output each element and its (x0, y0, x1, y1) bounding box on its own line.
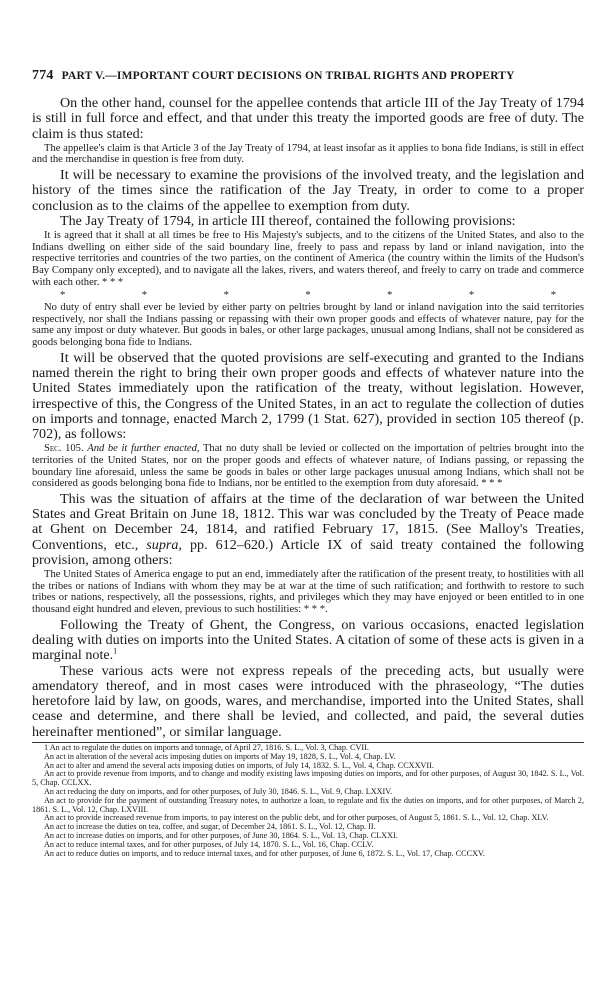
quote-appellee-claim: The appellee's claim is that Article 3 of the Jay Treaty of 1794, at least insofar as it applies to bona fide Indians, is still in effect and the merchandise in question is free from duty. (32, 142, 584, 166)
footnote: An act to provide increased revenue from imports, to pay interest on the public debt, and for other purposes, of August 5, 1861. S. L., Vol. 12, Chap. XLV. (44, 813, 549, 823)
footnote: An act to reduce internal taxes, and for other purposes, of July 14, 1870. S. L., Vol. 16, Chap. CCLV. (44, 839, 374, 849)
footnote-marker[interactable]: 1 (113, 646, 118, 656)
ellipsis-stars-row (32, 290, 584, 301)
section-label: Sec. 105. (44, 443, 84, 455)
footnotes (32, 744, 584, 858)
star: * (141, 290, 148, 302)
quote-jay-treaty-article-3: It is agreed that it shall at all times be free to His Majesty's subjects, and to the citizens of the United States, and also to the Indians dwelling on either side of the said boundary line, freely to pass and repass by land or inland navigation, into the respective territories and countries of the two parties, on the continent of America (the country within the limits of the Hudson's Bay Company only excepted), and to navigate all the lakes, rivers, and waters thereof, and freely to carry on trade and commerce with each other. * * * (32, 230, 584, 288)
paragraph-6 (32, 618, 584, 664)
footnote: An act to provide for the payment of outstanding Treasury notes, to authorize a loan, to regulate and fix the duties on imports, and for other purposes, of March 2, 1861. S. L., Vol. 12, Chap. LXVIII. (32, 795, 584, 814)
paragraph-4: It will be observed that the quoted provisions are self-executing and granted to the Indians named therein the right to bring their own proper goods and effects of whatever nature into the United States immediately upon the ratification of the treaty, without legislation. However, irrespective of this, the Congress of the United States, in an act to regulate the collection of duties on imports and tonnage, enacted March 2, 1799 (1 Stat. 627), provided in section 105 thereof (p. 702), as follows: (32, 349, 584, 443)
paragraph-1: On the other hand, counsel for the appellee contends that article III of the Jay Treaty of 1794 is still in full force and effect, and that under this treaty the imported goods are free of duty. The claim is thus stated: (32, 95, 584, 142)
quote-section-105 (32, 443, 584, 489)
footnote: An act to alter and amend the several acts imposing duties on imports, of July 14, 1832. S. L., Vol. 4, Chap. CCXXVII. (44, 760, 434, 770)
section-text: That no duty shall be levied or collected on the importation of peltries brought into the territories of the United States, nor on the proper goods and effects of whatever nature, of Indians passing, or repassing the boundary line aforesaid, unless the same be goods in bales or other large packages unusual among Indians, which shall not be considered as goods belonging bona fide to Indians, nor be entitled to the exemption from duty aforesaid. * * * (32, 443, 584, 490)
star: * (468, 290, 475, 302)
supra-citation: supra, (138, 536, 182, 553)
footnote: An act to increase the duties on tea, coffee, and sugar, of December 24, 1861. S. L., Vol. 12, Chap. II. (44, 822, 376, 832)
footnote: An act reducing the duty on imports, and for other purposes, of July 30, 1846. S. L., Vol. 9, Chap. LXXIV. (44, 786, 393, 796)
paragraph-2: It will be necessary to examine the provisions of the involved treaty, and the legislation and history of the times since the ratification of the Jay Treaty, in order to come to a proper conclusion as to the claims of the appellee to exemption from duty. (32, 167, 584, 214)
paragraph-5-rest: pp. 612–620.) Article IX of said treaty contained the following provision, among others: (32, 536, 584, 568)
page-number: 774 (32, 68, 54, 83)
quote-treaty-of-ghent-article-9: The United States of America engage to put an end, immediately after the ratification of the present treaty, to hostilities with all the tribes or nations of Indians with whom they may be at war at the time of such ratification; and forthwith to restore to such tribes or nations, respectively, all the possessions, rights, and privileges which they may have enjoyed or been entitled to in one thousand eight hundred and eleven, previous to such hostilities: * * *. (32, 569, 584, 616)
star: * (387, 290, 393, 302)
star: * (223, 290, 229, 302)
star: * (60, 290, 66, 302)
enacting-clause: And be it further enacted, (87, 443, 200, 455)
paragraph-3: The Jay Treaty of 1794, in article III thereof, contained the following provisions: (60, 212, 516, 229)
star: * (305, 290, 311, 302)
footnote: An act to reduce duties on imports, and to reduce internal taxes, and for other purposes, of June 6, 1872. S. L., Vol. 17, Chap. CCCXV. (44, 848, 485, 858)
paragraph-5 (32, 492, 584, 568)
page-header (32, 68, 584, 84)
paragraph-5-text: This was the situation of affairs at the time of the declaration of war between the United States and Great Britain on June 18, 1812. This war was concluded by the Treaty of Peace made at Ghent on December 24, 1814, and ratified February 17, 1815. (See Malloy's Treaties, Conventions, etc., (32, 490, 584, 553)
paragraph-7: These various acts were not express repeals of the preceding acts, but usually were amendatory thereof, and in most cases were introduced with the phraseology, “The duties heretofore laid by law, on goods, wares, and merchandise, imported into the United States, shall cease and determine, and there shall be levied, and collected, and paid, the several duties hereinafter mentioned”, or similar language. (32, 662, 584, 740)
footnote: An act to increase duties on imports, and for other purposes, of June 30, 1864. S. L., Vol. 13, Chap. CLXXI. (44, 830, 398, 840)
footnote: An act in alteration of the several acts imposing duties on imports of May 19, 1828, S. L., Vol. 4, Chap. LV. (44, 751, 396, 761)
quote-no-duty-peltries: No duty of entry shall ever be levied by either party on peltries brought by land or inland navigation into the said territories respectively, nor shall the Indians passing or repassing with their own proper goods and effects of whatever nature, pay for the same any impost or duty whatever. But goods in bales, or other large packages, unusual among Indians, shall not be considered as goods belonging bona fide to Indians. (32, 302, 584, 349)
footnote: 1 An act to regulate the duties on imports and tonnage, of April 27, 1816. S. L., Vol. 3, Chap. CVII. (44, 743, 369, 752)
running-title: PART V.—IMPORTANT COURT DECISIONS ON TRIBAL RIGHTS AND PROPERTY (61, 70, 515, 82)
document-page (32, 68, 584, 858)
star: * (550, 290, 556, 302)
footnote: An act to provide revenue from imports, and to change and modify existing laws imposing duties on imports, and for other purposes, of August 30, 1842. S. L., Vol. 5, Chap. CCLXX. (32, 769, 584, 788)
paragraph-6-text: Following the Treaty of Ghent, the Congress, on various occasions, enacted legislation dealing with duties on imports into the United States. A citation of some of these acts is given in a marginal note. (32, 616, 584, 664)
